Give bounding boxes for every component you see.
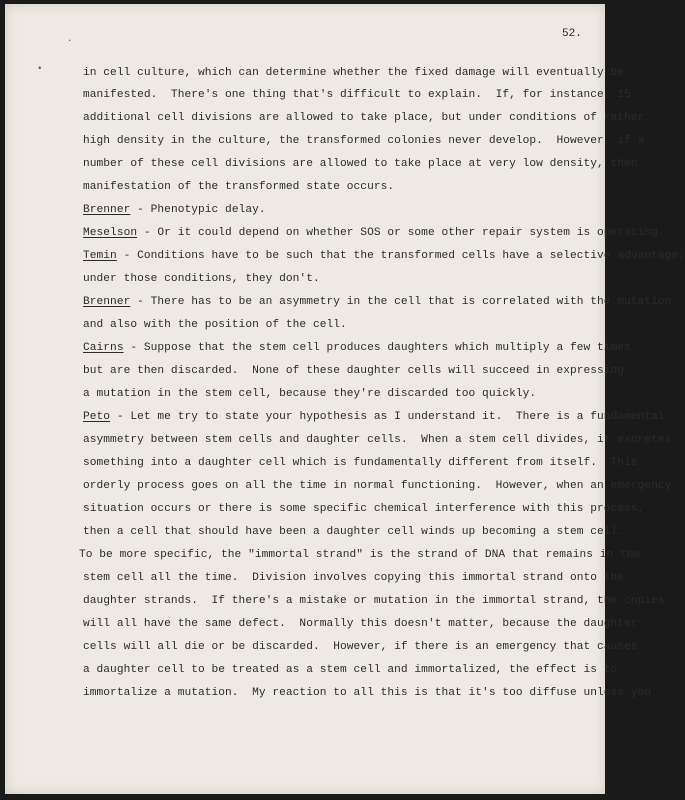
line-text: in cell culture, which can determine whether the fixed damage will eventually be [83, 67, 625, 79]
line-text: under those conditions, they don't. [83, 273, 320, 285]
document-page [5, 4, 685, 794]
line-text: a daughter cell to be treated as a stem cell and immortalized, the effect is to [83, 664, 618, 676]
line-text: manifested. There's one thing that's difficult to explain. If, for instance, 15 [83, 89, 631, 101]
line-text: high density in the culture, the transformed colonies never develop. However, if a [83, 135, 645, 147]
text-line [83, 434, 671, 446]
speaker-name: Temin [83, 250, 117, 262]
line-text: will all have the same defect. Normally this doesn't matter, because the daughter [83, 618, 638, 630]
text-line [83, 687, 651, 699]
line-text: something into a daughter cell which is fundamentally different from itself. This [83, 457, 638, 469]
line-text: manifestation of the transformed state occurs. [83, 181, 395, 193]
line-text: but are then discarded. None of these daughter cells will succeed in expressing [83, 365, 625, 377]
text-line [83, 89, 631, 101]
text-line [83, 135, 644, 147]
line-text: a mutation in the stem cell, because they're discarded too quickly. [83, 388, 537, 400]
speaker-name: Peto [83, 411, 111, 423]
page-number: 52. [562, 28, 582, 40]
line-text: additional cell divisions are allowed to take place, but under conditions of rather [83, 112, 645, 124]
text-line [83, 480, 671, 492]
line-text: and also with the position of the cell. [83, 319, 347, 331]
text-line [83, 296, 671, 308]
speaker-name: Meselson [83, 227, 138, 239]
line-text: To be more specific, the "immortal strand" is the strand of DNA that remains in the [79, 549, 641, 561]
text-line [83, 503, 644, 515]
line-text: - Let me try to state your hypothesis as I understand it. There is a fundamental [110, 411, 665, 423]
text-line [79, 549, 640, 561]
text-line [83, 181, 394, 193]
text-line [83, 664, 617, 676]
line-text: stem cell all the time. Division involves copying this immortal strand onto the [83, 572, 625, 584]
text-line [83, 365, 624, 377]
text-line [83, 158, 638, 170]
speaker-name: Brenner [83, 296, 131, 308]
line-text: - Conditions have to be such that the transformed cells have a selective advantage; [116, 250, 685, 262]
line-text: - There has to be an asymmetry in the cell that is correlated with the mutation [130, 296, 672, 308]
line-text: asymmetry between stem cells and daughter cells. When a stem cell divides, it excretes [83, 434, 672, 446]
line-text: situation occurs or there is some specific chemical interference with this process, [83, 503, 645, 515]
line-text: - Suppose that the stem cell produces daughters which multiply a few times [123, 342, 631, 354]
line-text: - Or it could depend on whether SOS or some other repair system is operating. [137, 227, 665, 239]
stray-mark: · [67, 36, 73, 46]
text-line [83, 641, 638, 653]
text-line [83, 457, 638, 469]
text-line [83, 67, 624, 79]
text-line [83, 250, 685, 262]
text-line [83, 572, 624, 584]
line-text: number of these cell divisions are allowed to take place at very low density, then [83, 158, 638, 170]
line-text: - Phenotypic delay. [130, 204, 266, 216]
line-text: cells will all die or be discarded. However, if there is an emergency that causes [83, 641, 638, 653]
text-line [83, 526, 624, 538]
stray-mark: • [37, 64, 43, 74]
text-line [83, 595, 665, 607]
text-line [83, 411, 665, 423]
speaker-name: Cairns [83, 342, 124, 354]
text-line [83, 204, 266, 216]
text-line [83, 388, 536, 400]
text-line [83, 618, 638, 630]
line-text: then a cell that should have been a daughter cell winds up becoming a stem cell. [83, 526, 625, 538]
text-line [83, 273, 320, 285]
line-text: daughter strands. If there's a mistake or mutation in the immortal strand, the copies [83, 595, 665, 607]
line-text: immortalize a mutation. My reaction to all this is that it's too diffuse unless you [83, 687, 652, 699]
text-line [83, 342, 631, 354]
line-text: orderly process goes on all the time in normal functioning. However, when an emergency [83, 480, 672, 492]
text-line [83, 112, 644, 124]
text-line [83, 319, 347, 331]
text-line [83, 227, 665, 239]
speaker-name: Brenner [83, 204, 131, 216]
